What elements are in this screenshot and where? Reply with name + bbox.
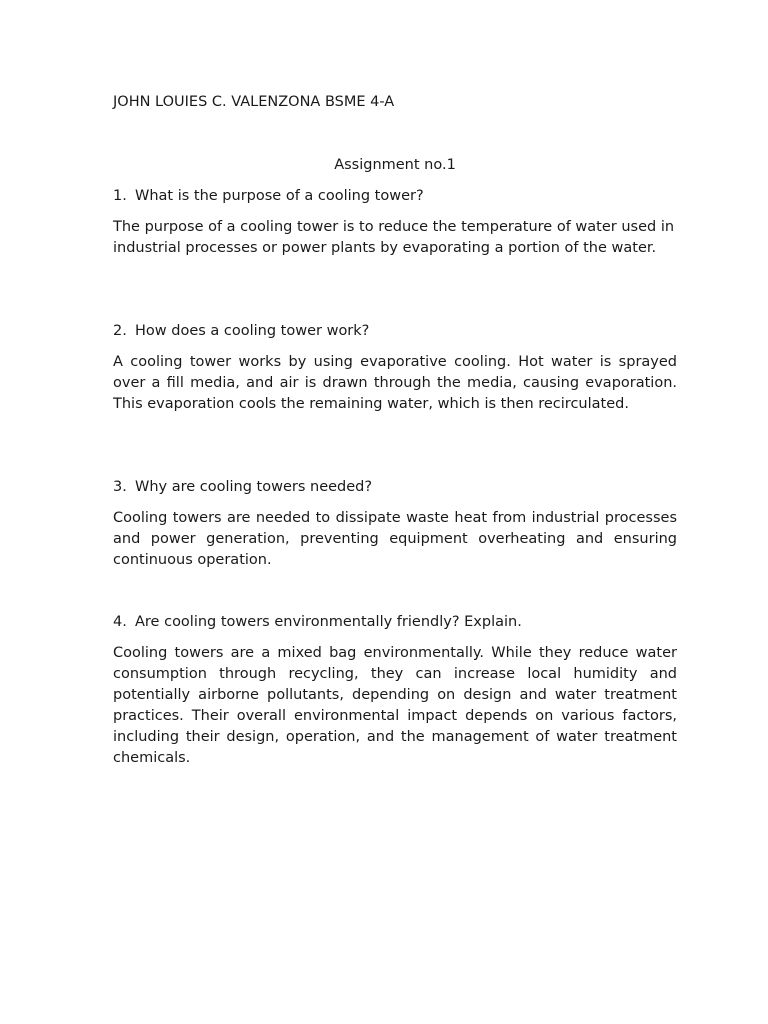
question-number: 1.: [113, 188, 127, 204]
question-text: What is the purpose of a cooling tower?: [135, 188, 424, 204]
question-number: 4.: [113, 614, 127, 630]
question-block-2: [113, 321, 677, 415]
answer-4: Cooling towers are a mixed bag environmentally. While they reduce water consumption through recycling, they can increase local humidity and potentially airborne pollutants, depending on design and water treatment practices. Their overall environmental impact depends on various factors, including their design, operation, and the management of water treatment chemicals.: [113, 645, 677, 766]
question-text: Why are cooling towers needed?: [135, 479, 373, 495]
question-block-4: [113, 612, 677, 769]
question-4: [113, 612, 677, 632]
question-2: [113, 321, 677, 341]
assignment-title: Assignment no.1: [334, 157, 456, 173]
question-text: Are cooling towers environmentally friendly? Explain.: [135, 614, 522, 630]
answer-2: A cooling tower works by using evaporative cooling. Hot water is sprayed over a fill media, and air is drawn through the media, causing evaporation. This evaporation cools the remaining water, which is then recirculated.: [113, 354, 677, 412]
question-text: How does a cooling tower work?: [135, 323, 370, 339]
question-3: [113, 477, 677, 497]
question-number: 2.: [113, 323, 127, 339]
student-name-header: JOHN LOUIES C. VALENZONA BSME 4-A: [113, 94, 395, 110]
question-block-1: [113, 186, 677, 259]
question-block-3: [113, 477, 677, 571]
answer-3: Cooling towers are needed to dissipate waste heat from industrial processes and power generation, preventing equipment overheating and ensuring continuous operation.: [113, 510, 677, 568]
question-1: [113, 186, 677, 206]
answer-1: The purpose of a cooling tower is to reduce the temperature of water used in industrial processes or power plants by evaporating a portion of the water.: [113, 219, 675, 256]
question-number: 3.: [113, 479, 127, 495]
